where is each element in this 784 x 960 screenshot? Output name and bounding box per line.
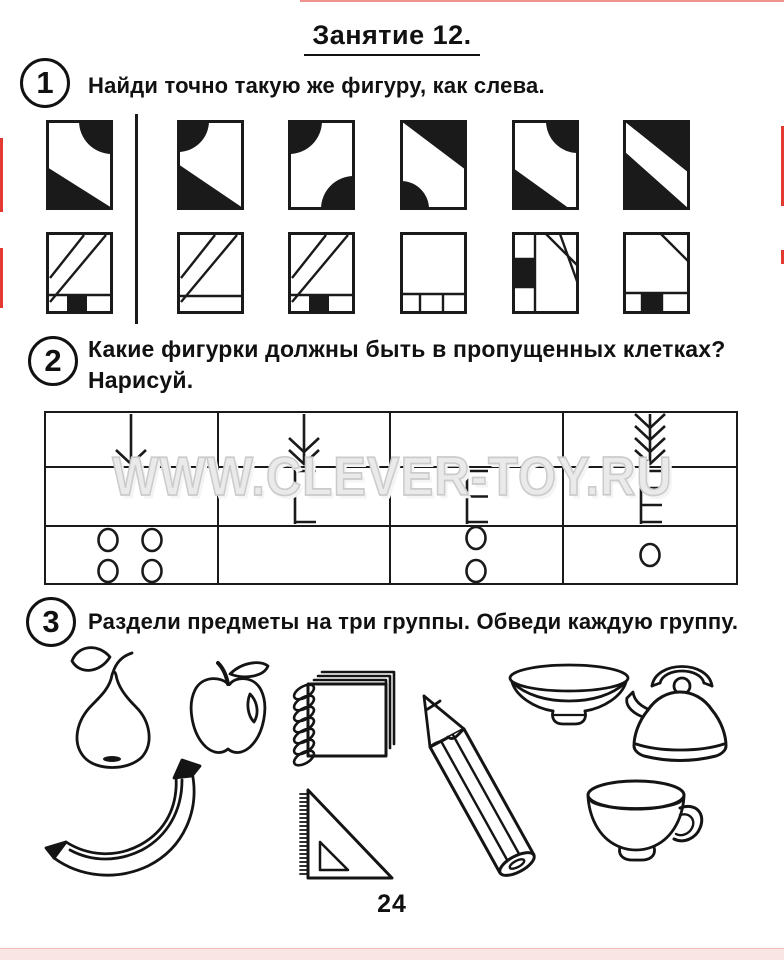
table-cell-r3c2-empty (219, 527, 392, 583)
row1-option-4 (512, 120, 579, 210)
watermark: WWW.CLEVER-TOY.RU (112, 446, 673, 508)
row2-option-1 (177, 232, 244, 314)
bracket-icon-4-ticks (635, 468, 665, 526)
task1-number-badge (20, 58, 70, 108)
down-arrow-icon-1-chevrons (108, 412, 154, 466)
table-cell-r3c1-circles (46, 527, 219, 583)
task1-instruction: Найди точно такую же фигуру, как слева. (88, 73, 545, 98)
table-cell-r2c3-bracket (391, 468, 564, 527)
apple-drawing (184, 660, 276, 760)
page-title (0, 20, 784, 56)
puzzle-table (44, 411, 738, 585)
table-cell-r2c4-bracket (564, 468, 737, 527)
down-arrow-icon-4-chevrons (627, 412, 673, 466)
row1-option-3 (400, 120, 467, 210)
task3-number-badge (26, 597, 76, 647)
row2-option-3 (400, 232, 467, 314)
task2-number-badge (28, 336, 78, 386)
table-cell-r1c4-arrow (564, 413, 737, 468)
page-edge-bottom (0, 948, 784, 960)
table-cell-r1c1-arrow (46, 413, 219, 468)
table-cell-r3c4-circle (564, 527, 737, 583)
page-edge-top (300, 0, 784, 2)
bracket-icon-2-ticks (289, 468, 319, 526)
row1-sample-figure (46, 120, 113, 210)
circles-icon-1 (600, 524, 700, 586)
cup-drawing (584, 778, 704, 872)
table-cell-r3c3-circles (391, 527, 564, 583)
table-cell-r2c2-bracket (219, 468, 392, 527)
table-cell-r1c3-empty (391, 413, 564, 468)
banana-drawing (40, 750, 215, 890)
task3-instruction: Раздели предметы на три группы. Обведи каждую группу. (88, 609, 739, 634)
page-title-text: Занятие 12. (304, 20, 479, 56)
row1-option-1 (177, 120, 244, 210)
page-edge-left-2 (0, 248, 3, 308)
sample-options-divider (135, 114, 138, 324)
row1-option-2 (288, 120, 355, 210)
bracket-icon-3-ticks (461, 468, 491, 526)
page-edge-left-1 (0, 138, 3, 212)
row2-sample-figure (46, 232, 113, 314)
row1-option-5 (623, 120, 690, 210)
table-cell-r2c1-empty (46, 468, 219, 527)
kettle-drawing (624, 654, 738, 774)
circles-icon-2 (426, 524, 526, 586)
task3-number: 3 (42, 604, 60, 639)
task2-instruction: Какие фигурки должны быть в пропущенных клетках? Нарисуй. (88, 336, 726, 393)
page-number: 24 (377, 890, 407, 918)
table-cell-r1c2-arrow (219, 413, 392, 468)
circles-icon-4 (81, 524, 181, 586)
row2-option-2 (288, 232, 355, 314)
triangle-ruler-drawing (296, 786, 398, 884)
down-arrow-icon-2-chevrons (281, 412, 327, 466)
row2-option-5 (623, 232, 690, 314)
bowl-drawing (506, 662, 632, 734)
task2-number: 2 (44, 343, 62, 378)
task1-number: 1 (36, 65, 54, 100)
spiral-notebook-drawing (290, 666, 402, 776)
row2-option-4 (512, 232, 579, 314)
